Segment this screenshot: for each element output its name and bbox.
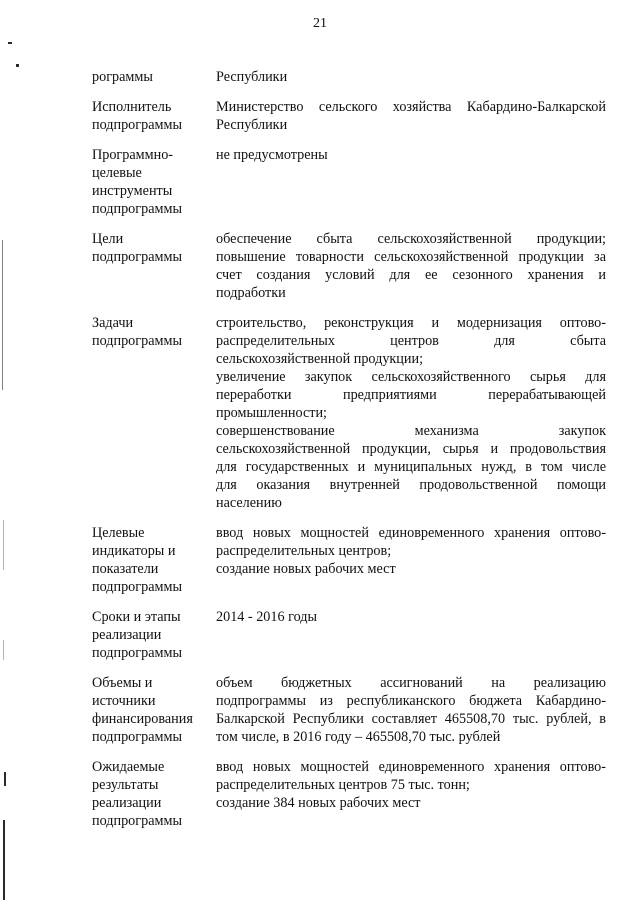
label-line: результаты [92,777,159,793]
value-line: для оказания внутренней продовольственной помощи [216,477,606,493]
value-line: Республики [216,69,288,85]
value-line: совершенствование механизма закупок [216,423,606,439]
label-line: подпрограммы [92,333,182,349]
label-line: рограммы [92,69,153,85]
label-line: Объемы и [92,675,153,691]
row-value [216,674,606,746]
value-line: подработки [216,285,286,301]
label-line: подпрограммы [92,249,182,265]
label-line: подпрограммы [92,729,182,745]
subprogram-passport-table [92,68,612,830]
row-value [216,68,606,86]
value-line: переработки предприятиями перерабатывающей [216,387,606,403]
label-line: инструменты [92,183,173,199]
label-line: Цели [92,231,124,247]
value-line: подпрограммы из республиканского бюджета Кабардино- [216,693,606,709]
value-line: не предусмотрены [216,147,328,163]
scan-mark [8,42,12,44]
row-value [216,98,606,134]
label-line: реализации [92,795,162,811]
scan-mark [3,820,5,900]
value-line: ввод новых мощностей единовременного хранения оптово- [216,525,606,541]
row-target-indicators [92,524,612,596]
label-line: Целевые [92,525,145,541]
value-line: повышение товарности сельскохозяйственной продукции за [216,249,606,265]
row-funding [92,674,612,746]
value-line: распределительных центров для сбыта [216,333,606,349]
label-line: Ожидаемые [92,759,165,775]
row-label [92,758,216,830]
label-line: показатели [92,561,159,577]
label-line: подпрограммы [92,201,182,217]
label-line: Сроки и этапы [92,609,181,625]
value-line: промышленности; [216,405,327,421]
value-line: сельскохозяйственной продукции; [216,351,424,367]
value-line: 2014 - 2016 годы [216,609,318,625]
row-expected-results [92,758,612,830]
scan-mark [2,240,3,390]
row-timeline [92,608,612,662]
row-tasks [92,314,612,512]
row-label [92,146,216,218]
value-line: Республики [216,117,288,133]
label-line: Задачи [92,315,134,331]
label-line: подпрограммы [92,579,182,595]
value-line: увеличение закупок сельскохозяйственного сырья для [216,369,606,385]
scan-mark [16,64,19,67]
row-value [216,314,606,512]
value-line: обеспечение сбыта сельскохозяйственной продукции; [216,231,606,247]
value-line: Балкарской Республики составляет 465508,70 тыс. рублей, в [216,711,606,727]
row-label [92,608,216,662]
scan-mark [3,520,4,570]
value-line: для государственных и муниципальных нужд, в том числе [216,459,606,475]
label-line: финансирования [92,711,193,727]
row-value [216,524,606,578]
page-number: 21 [313,16,327,31]
row-label [92,68,216,86]
value-line: том числе, в 2016 году – 465508,70 тыс. рублей [216,729,501,745]
row-value [216,758,606,812]
label-line: подпрограммы [92,813,182,829]
label-line: Программно- [92,147,174,163]
row-label [92,524,216,596]
row-value [216,146,606,164]
label-line: Исполнитель [92,99,172,115]
scan-mark [3,640,4,660]
value-line: Министерство сельского хозяйства Кабардино-Балкарской [216,99,606,115]
label-line: источники [92,693,156,709]
label-line: целевые [92,165,142,181]
value-line: населению [216,495,282,511]
value-line: строительство, реконструкция и модернизация оптово- [216,315,606,331]
value-line: распределительных центров; [216,543,392,559]
value-line: счет создания условий для ее сезонного хранения и [216,267,606,283]
value-line: объем бюджетных ассигнований на реализацию [216,675,606,691]
row-label [92,314,216,350]
value-line: сельскохозяйственной продукции, сырья и продовольствия [216,441,606,457]
row-program-name-continued [92,68,612,86]
label-line: реализации [92,627,162,643]
row-value [216,230,606,302]
label-line: индикаторы и [92,543,176,559]
row-goals [92,230,612,302]
row-label [92,98,216,134]
label-line: подпрограммы [92,117,182,133]
value-line: создание 384 новых рабочих мест [216,795,421,811]
row-value [216,608,606,626]
value-line: распределительных центров 75 тыс. тонн; [216,777,470,793]
value-line: ввод новых мощностей единовременного хранения оптово- [216,759,606,775]
scan-mark [4,772,6,786]
row-label [92,674,216,746]
value-line: создание новых рабочих мест [216,561,396,577]
row-program-instruments [92,146,612,218]
row-executor [92,98,612,134]
row-label [92,230,216,266]
label-line: подпрограммы [92,645,182,661]
